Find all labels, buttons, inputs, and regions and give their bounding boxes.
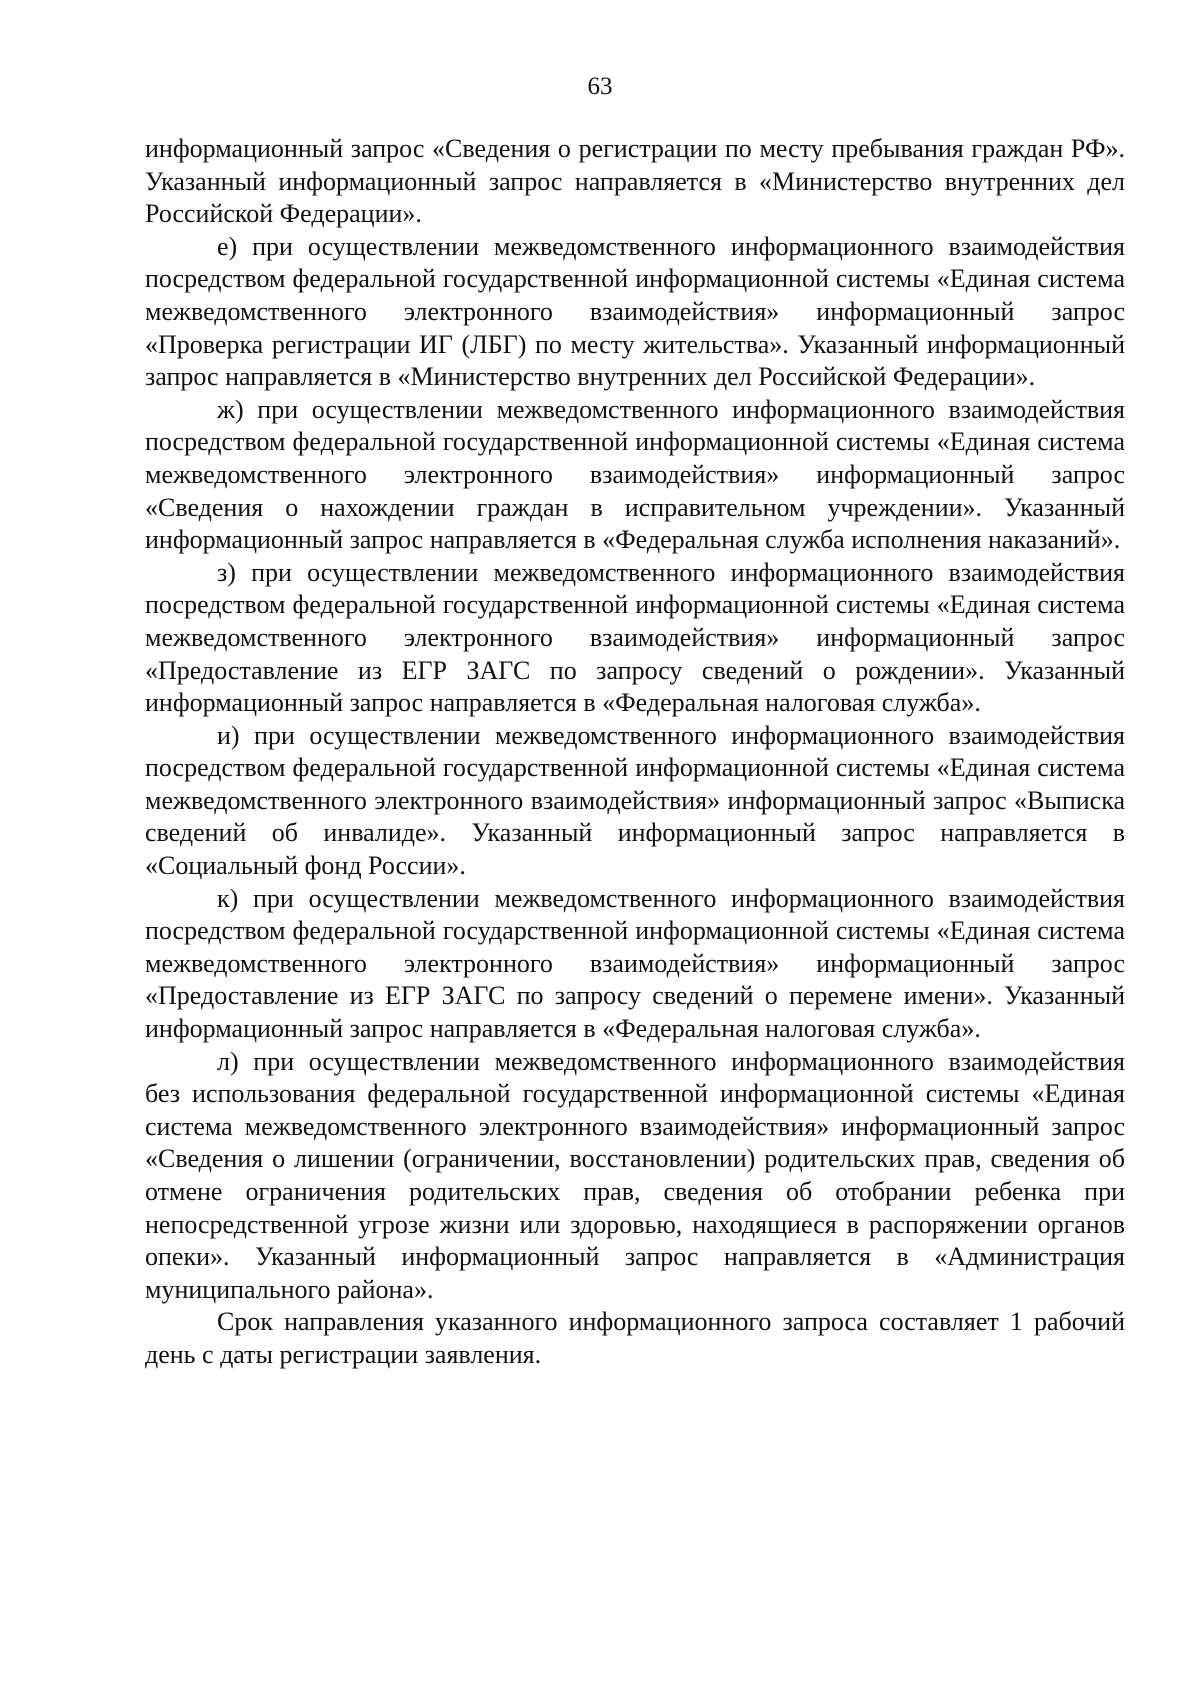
paragraph-deadline: Срок направления указанного информационного запроса составляет 1 рабочий день с даты регистрации заявления. (145, 1307, 1125, 1369)
paragraph-item-k: к) при осуществлении межведомственного информационного взаимодействия посредством федеральной государственной информационной системы «Единая система межведомственного электронного взаимодействия» информационный запрос «Предоставление из ЕГР ЗАГС по запросу сведений о перемене имени». Указанный информационный запрос направляется в «Федеральная налоговая служба». (145, 883, 1125, 1044)
paragraph-item-e: е) при осуществлении межведомственного информационного взаимодействия посредством федеральной государственной информационной системы «Единая система межведомственного электронного взаимодействия» информационный запрос «Проверка регистрации ИГ (ЛБГ) по месту жительства». Указанный информационный запрос направляется в «Министерство внутренних дел Российской Федерации». (145, 231, 1125, 392)
paragraph-item-z: з) при осуществлении межведомственного информационного взаимодействия посредством федеральной государственной информационной системы «Единая система межведомственного электронного взаимодействия» информационный запрос «Предоставление из ЕГР ЗАГС по запросу сведений о рождении». Указанный информационный запрос направляется в «Федеральная налоговая служба». (145, 557, 1125, 718)
page-number: 63 (587, 73, 613, 100)
document-body (145, 133, 1125, 1372)
paragraph-item-zh: ж) при осуществлении межведомственного информационного взаимодействия посредством федеральной государственной информационной системы «Единая система межведомственного электронного взаимодействия» информационный запрос «Сведения о нахождении граждан в исправительном учреждении». Указанный информационный запрос направляется в «Федеральная служба исполнения наказаний». (145, 394, 1125, 555)
paragraph-item-l: л) при осуществлении межведомственного информационного взаимодействия без использования федеральной государственной информационной системы «Единая система межведомственного электронного взаимодействия» информационный запрос «Сведения о лишении (ограничении, восстановлении) родительских прав, сведения об отмене ограничения родительских прав, сведения об отобрании ребенка при непосредственной угрозе жизни или здоровью, находящиеся в распоряжении органов опеки». Указанный информационный запрос направляется в «Администрация муниципального района». (145, 1046, 1125, 1304)
paragraph-continuation: информационный запрос «Сведения о регистрации по месту пребывания граждан РФ». Указанный информационный запрос направляется в «Министерство внутренних дел Российской Федерации». (145, 134, 1125, 229)
paragraph-item-i: и) при осуществлении межведомственного информационного взаимодействия посредством федеральной государственной информационной системы «Единая система межведомственного электронного взаимодействия» информационный запрос «Выписка сведений об инвалиде». Указанный информационный запрос направляется в «Социальный фонд России». (145, 720, 1125, 881)
